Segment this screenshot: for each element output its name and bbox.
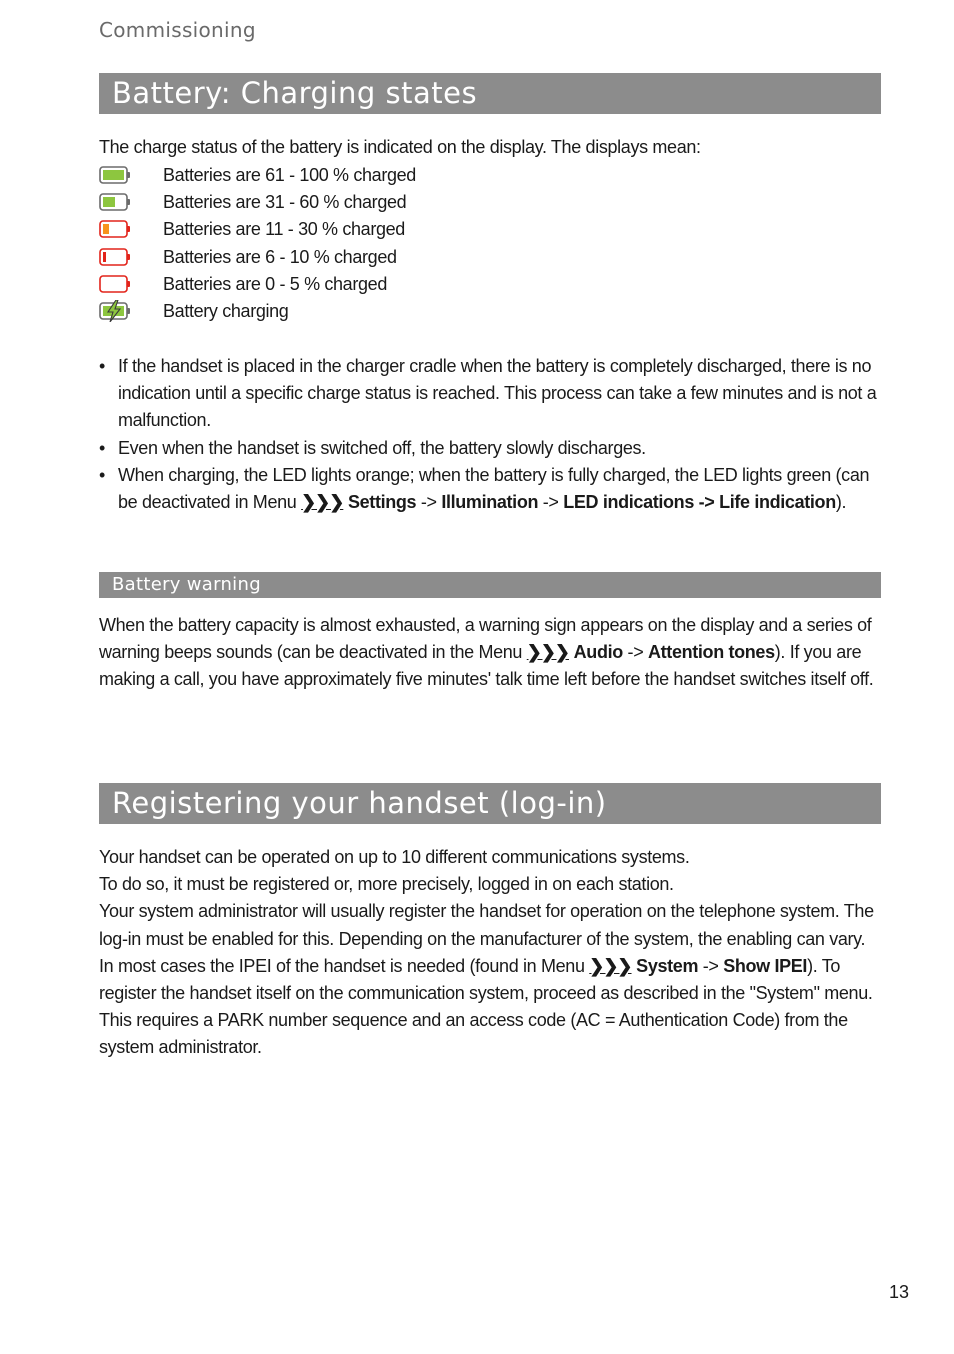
paragraph-text-end: ). If you are making a call, you have approximately five minutes' talk time left before the handset switches itself off. — [99, 642, 874, 690]
list-item-text-end: ). — [835, 492, 847, 513]
bullet-icon: • — [99, 437, 105, 458]
battery-full-icon — [99, 166, 131, 184]
list-item — [99, 353, 884, 435]
battery-critical-icon — [99, 248, 131, 266]
battery-low-icon — [99, 220, 131, 238]
legend-label: Batteries are 11 - 30 % charged — [163, 219, 405, 240]
page-number: 13 — [889, 1282, 910, 1302]
list-item-text: Even when the handset is switched off, the battery slowly discharges. — [118, 437, 646, 458]
menu-separator: -> — [622, 642, 649, 663]
battery-empty-icon — [99, 275, 131, 293]
legend-row — [99, 216, 799, 243]
menu-path-led-indications: LED indications -> Life indication — [563, 492, 836, 513]
list-item-text: When charging, the LED lights orange; when the battery is fully charged, the LED lights green (can be deactivated in Menu — [118, 464, 870, 513]
menu-arrows-icon: ❯❯❯ — [301, 492, 344, 513]
battery-charging-icon — [99, 300, 131, 322]
legend-row — [99, 162, 799, 189]
menu-path-attention-tones: Attention tones — [648, 642, 775, 663]
paragraph-line: To do so, it must be registered or, more precisely, logged in on each station. — [99, 874, 674, 895]
running-head: Commissioning — [99, 18, 256, 42]
charging-notes-list — [99, 353, 884, 516]
menu-arrows-icon: ❯❯❯ — [589, 955, 632, 976]
registering-paragraph — [99, 898, 884, 1061]
paragraph-line: Your handset can be operated on up to 10 different communications systems. — [99, 847, 690, 867]
list-item — [99, 462, 884, 516]
paragraph-text-end: ). To register the handset itself on the communication system, proceed as described in the "System" menu. This requires a PARK number sequence and an access code (AC = Authentication Code) from the system administrator. — [99, 955, 873, 1058]
menu-arrows-icon: ❯❯❯ — [526, 642, 569, 663]
menu-path-system: System — [636, 955, 699, 976]
section-heading-charging-states: Battery: Charging states — [99, 73, 881, 114]
battery-warning-paragraph — [99, 612, 884, 694]
bullet-icon: • — [99, 464, 105, 485]
charging-intro: The charge status of the battery is indicated on the display. The displays mean: — [99, 137, 701, 157]
bullet-icon: • — [99, 356, 105, 376]
menu-separator: -> — [538, 492, 564, 513]
paragraph-text: When the battery capacity is almost exhausted, a warning sign appears on the display and a series of warning beeps sounds (can be deactivated in the Menu — [99, 615, 872, 663]
battery-legend — [99, 162, 799, 325]
list-item — [99, 435, 884, 462]
menu-path-illumination: Illumination — [441, 492, 539, 513]
paragraph-text: Your system administrator will usually register the handset for operation on the telephone system. The log-in must be enabled for this. Depending on the manufacturer of the system, the enabling can vary. In most cases the IPEI of the handset is needed (found in Menu — [99, 901, 874, 976]
section-heading-battery-warning: Battery warning — [99, 572, 881, 598]
legend-row — [99, 271, 799, 298]
menu-path-settings: Settings — [347, 492, 417, 513]
legend-row — [99, 189, 799, 216]
battery-half-icon — [99, 193, 131, 211]
legend-label: Batteries are 31 - 60 % charged — [163, 192, 407, 213]
legend-label: Batteries are 0 - 5 % charged — [163, 273, 387, 294]
legend-row — [99, 244, 799, 271]
menu-separator: -> — [698, 955, 724, 976]
legend-label: Batteries are 6 - 10 % charged — [163, 246, 397, 267]
legend-row — [99, 298, 799, 325]
list-item-text: If the handset is placed in the charger cradle when the battery is completely discharged, there is no indication until a specific charge status is reached. This process can take a few minutes and is not a malfunction. — [118, 356, 877, 431]
registering-body — [99, 844, 884, 1062]
legend-label: Battery charging — [163, 300, 289, 321]
legend-label: Batteries are 61 - 100 % charged — [163, 165, 416, 185]
menu-path-audio: Audio — [573, 642, 623, 663]
section-heading-registering: Registering your handset (log-in) — [99, 783, 881, 824]
menu-separator: -> — [416, 492, 442, 513]
menu-path-show-ipei: Show IPEI — [723, 955, 808, 976]
